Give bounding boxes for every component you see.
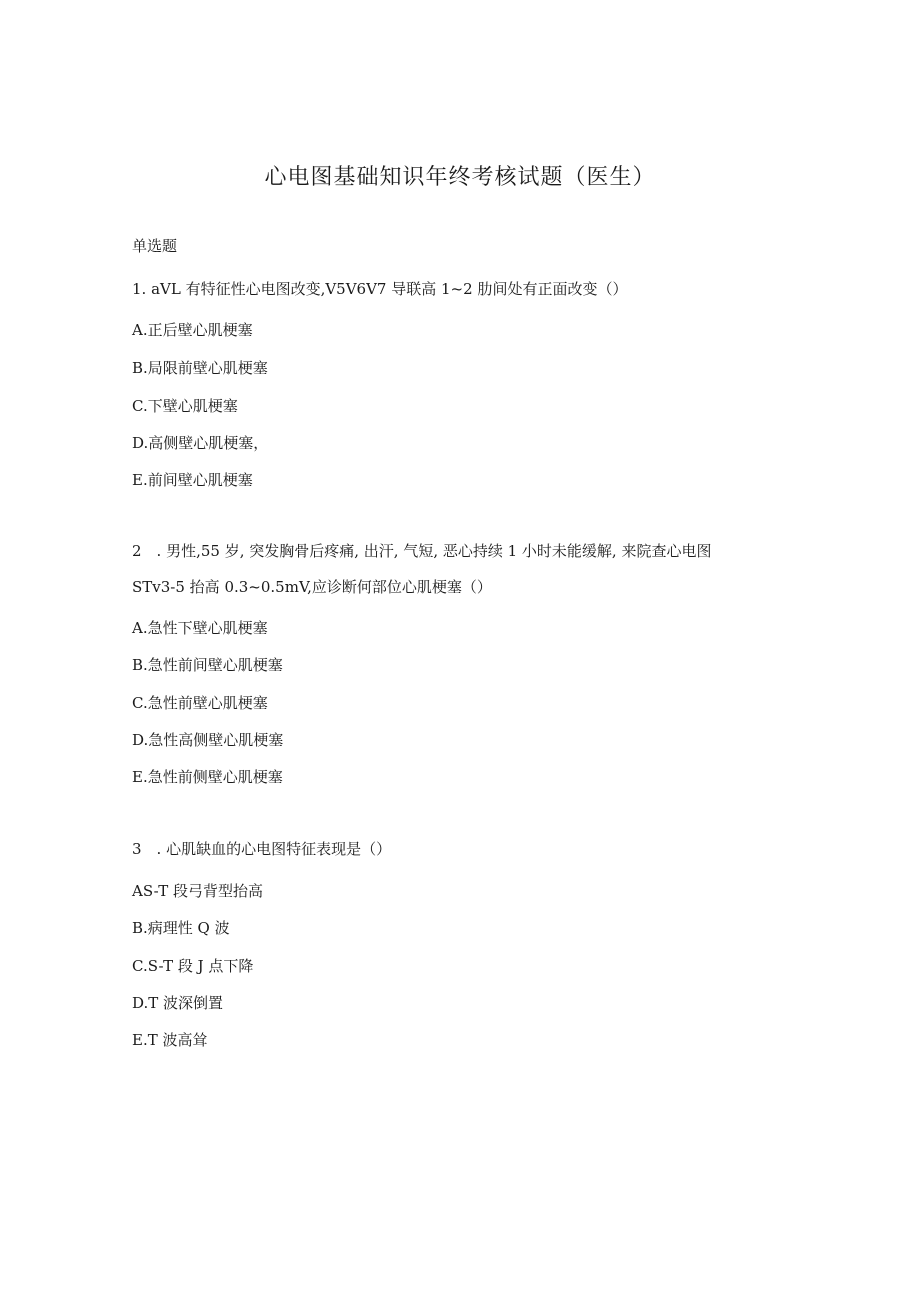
option-c: C.急性前壁心肌梗塞 [132, 694, 268, 712]
question-stem: 1. aVL 有特征性心电图改变,V5V6V7 导联高 1~2 肋间处有正面改变（） [132, 280, 628, 298]
option-d: D.急性高侧壁心肌梗塞 [132, 731, 284, 749]
question-stem: 3 . 心肌缺血的心电图特征表现是（） [132, 840, 392, 858]
option-b: B.急性前间壁心肌梗塞 [132, 656, 283, 674]
option-e: E.前间壁心肌梗塞 [132, 471, 253, 489]
question-stem: 2 . 男性,55 岁, 突发胸骨后疼痛, 出汗, 气短, 恶心持续 1 小时未能缓解, 来院查心电图 [132, 542, 712, 560]
option-a: A.正后壁心肌梗塞 [132, 321, 253, 339]
option-d: D.T 波深倒置 [132, 994, 224, 1012]
option-e: E.急性前侧壁心肌梗塞 [132, 768, 283, 786]
option-a: A.急性下壁心肌梗塞 [132, 619, 268, 637]
option-c: C.S-T 段 J 点下降 [132, 957, 254, 975]
option-d: D.高侧壁心肌梗塞， [132, 434, 269, 452]
option-b: B.局限前壁心肌梗塞 [132, 359, 268, 377]
option-c: C.下壁心肌梗塞 [132, 397, 238, 415]
option-a: AS-T 段弓背型抬高 [132, 882, 263, 900]
option-b: B.病理性 Q 波 [132, 919, 230, 937]
section-heading: 单选题 [132, 237, 178, 255]
option-e: E.T 波高耸 [132, 1031, 208, 1049]
document-title: 心电图基础知识年终考核试题（医生） [264, 165, 656, 190]
question-stem-continued: STv3-5 抬高 0.3~0.5mV,应诊断何部位心肌梗塞（） [132, 578, 492, 596]
